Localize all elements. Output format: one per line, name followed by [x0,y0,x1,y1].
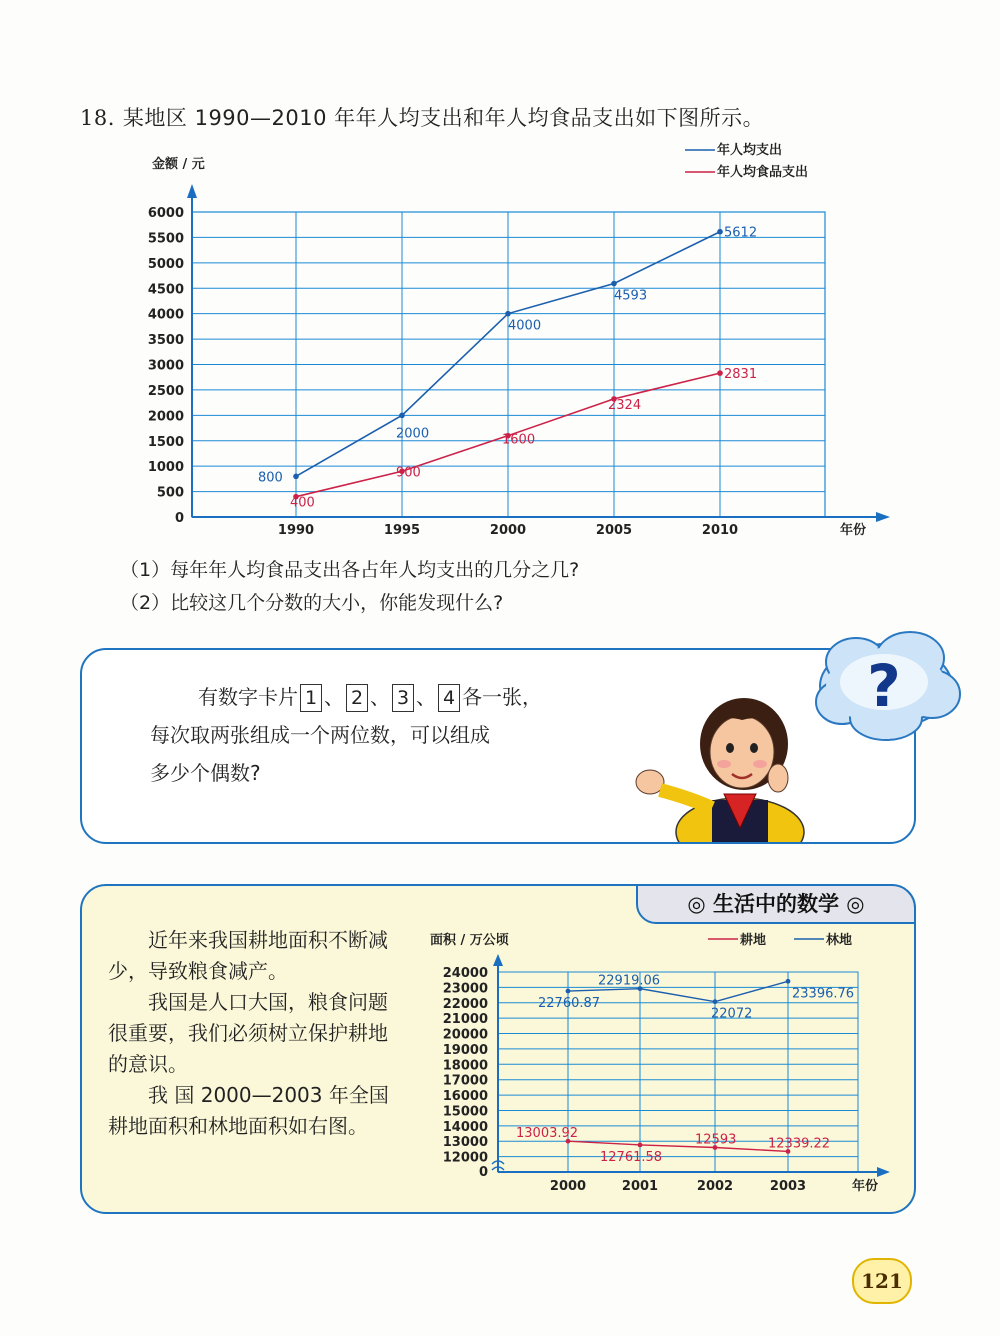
chart1-y-arrow [187,184,197,198]
chart2-x-label: 年份 [852,1179,879,1194]
sub-question-1: （1）每年年人均食品支出各占年人均支出的几分之几? [120,559,580,581]
chart1-y-tick-label: 4000 [147,307,184,323]
separator: 、 [416,685,436,709]
chart1-y-tick-label: 3500 [147,333,184,349]
chart2-y-tick-label: 20000 [442,1027,488,1043]
chart1-data-label: 1600 [502,432,536,448]
number-card-1: 1 [300,684,322,712]
chart2-y-tick-label: 17000 [442,1073,488,1089]
separator: 、 [370,685,390,709]
chart2-x-tick-label: 2003 [769,1179,807,1194]
chart2-data-label: 13003.92 [516,1126,579,1142]
chart2-x-tick-label: 2001 [621,1179,659,1194]
chart2-y-tick-label: 16000 [442,1089,488,1105]
chart1-x-ticks [278,523,738,538]
chart2-y-tick-label: 19000 [442,1042,488,1058]
chart2-y-tick-label: 22000 [442,996,488,1012]
chart2-data-point [566,989,571,994]
chart1-axes [187,184,890,522]
chart2-y-tick-label: 15000 [442,1104,488,1120]
chart2-x-ticks [550,1179,806,1194]
chart2-data-label: 22072 [711,1006,753,1022]
life-math-banner: ◎ 生活中的数学 ◎ [636,884,916,924]
chart1-data-point [611,281,617,287]
thought-cloud-icon [806,622,966,752]
chart1-y-tick-label: 6000 [147,206,184,221]
chart2-data-label: 12339.22 [768,1136,831,1152]
chart1-data-label: 5612 [724,225,758,241]
chart1-x-tick-label: 2005 [595,523,633,538]
chart1-data-point [717,229,723,235]
life-math-paragraph-1: 近年来我国耕地面积不断减少，导致粮食减产。 [108,928,388,983]
chart1-legend-label: 年人均支出 [717,143,783,158]
chart2-y-tick-label: 18000 [442,1058,488,1074]
chart2-data-point [713,999,718,1004]
chart2-y-tick-label: 14000 [442,1119,488,1135]
chart1-y-tick-label: 1000 [147,460,184,476]
chart2-data-label: 12593 [695,1132,737,1148]
chart1-data-point [293,474,299,480]
land-area-chart [420,920,900,1205]
chart2-y-arrow [493,954,503,966]
chart1-y-tick-label: 1500 [147,434,184,450]
chart1-data-label: 800 [258,470,283,486]
thinking-line-2: 每次取两张组成一个两位数，可以组成 [150,723,490,747]
chart2-y-tick-label: 0 [478,1165,488,1180]
chart1-data-label: 900 [396,465,421,481]
chart2-y-tick-label: 13000 [442,1135,488,1151]
separator: 、 [324,685,344,709]
chart1-y-tick-label: 2000 [147,409,184,425]
chart1-x-arrow [876,512,890,522]
question-mark-text: ? [867,652,901,720]
chart1-x-tick-label: 2000 [489,523,527,538]
question-number: 18. [80,106,115,130]
chart1-y-label: 金额 / 元 [152,157,205,172]
girl-illustration [620,682,820,842]
life-math-paragraph-2: 我国是人口大国，粮食问题很重要，我们必须树立保护耕地的意识。 [108,990,388,1076]
chart2-legend [708,932,852,948]
number-card-2: 2 [346,684,368,712]
thinking-line1-post: 各一张， [462,685,542,709]
chart2-y-ticks [443,966,488,1180]
chart1-x-tick-label: 1995 [383,523,421,538]
chart1-y-tick-label: 4500 [147,282,184,298]
chart1-y-tick-label: 2500 [147,383,184,399]
chart1-y-ticks [148,206,184,526]
thinking-line-3: 多少个偶数? [150,761,261,785]
chart2-data-label: 12761.58 [600,1149,663,1165]
chart2-x-arrow [877,1167,890,1177]
chart1-y-tick-label: 5000 [147,256,184,272]
chart1-grid [192,212,825,517]
chart1-data-label: 2000 [396,426,430,442]
number-card-3: 3 [392,684,414,712]
chart1-y-tick-label: 0 [174,511,184,526]
chart1-data-point [399,413,405,419]
chart1-data-label: 4593 [614,288,648,304]
question-text: 某地区 1990—2010 年年人均支出和年人均食品支出如下图所示。 [122,106,765,130]
thinking-line-1 [198,678,542,716]
chart2-y-tick-label: 12000 [442,1150,488,1166]
chart2-data-label: 22760.87 [538,996,601,1012]
chart1-data-label: 4000 [508,318,542,334]
chart1-data-point [505,311,511,317]
chart1-data-label: 2324 [608,397,642,413]
chart1-x-tick-label: 1990 [277,523,315,538]
chart1-data-point [717,370,723,376]
chart1-y-tick-label: 3000 [147,358,184,374]
chart1-data-label: 2831 [724,367,758,383]
chart1-x-label: 年份 [840,523,867,538]
chart2-legend-label: 耕地 [740,933,767,948]
chart2-x-tick-label: 2002 [696,1179,734,1194]
page-number: 121 [852,1258,912,1304]
chart1-y-tick-label: 5500 [147,231,184,247]
life-math-paragraph-3: 我 国 2000—2003 年全国耕地面积和林地面积如右图。 [108,1083,389,1138]
chart2-y-label: 面积 / 万公顷 [430,933,509,948]
chart1-legend-label: 年人均食品支出 [717,165,809,180]
chart2-data-label: 22919.06 [598,973,661,989]
chart2-legend-label: 林地 [826,933,853,948]
chart2-data-label: 23396.76 [792,986,855,1002]
chart1-y-tick-label: 500 [156,485,184,501]
chart2-y-tick-label: 21000 [442,1012,488,1028]
chart2-x-tick-label: 2000 [549,1179,587,1194]
thinking-line1-pre: 有数字卡片 [198,685,298,709]
chart2-data-point [786,979,791,984]
chart2-data-point [638,1142,643,1147]
spending-chart [130,140,910,550]
number-card-4: 4 [438,684,460,712]
life-math-text [108,925,398,1142]
chart2-y-tick-label: 24000 [442,966,488,981]
chart2-y-tick-label: 23000 [442,981,488,997]
chart1-data-label: 400 [290,495,315,511]
sub-question-2: （2）比较这几个分数的大小，你能发现什么? [120,592,504,614]
chart1-legend [685,142,808,180]
question-title [80,102,764,132]
chart1-x-tick-label: 2010 [701,523,739,538]
